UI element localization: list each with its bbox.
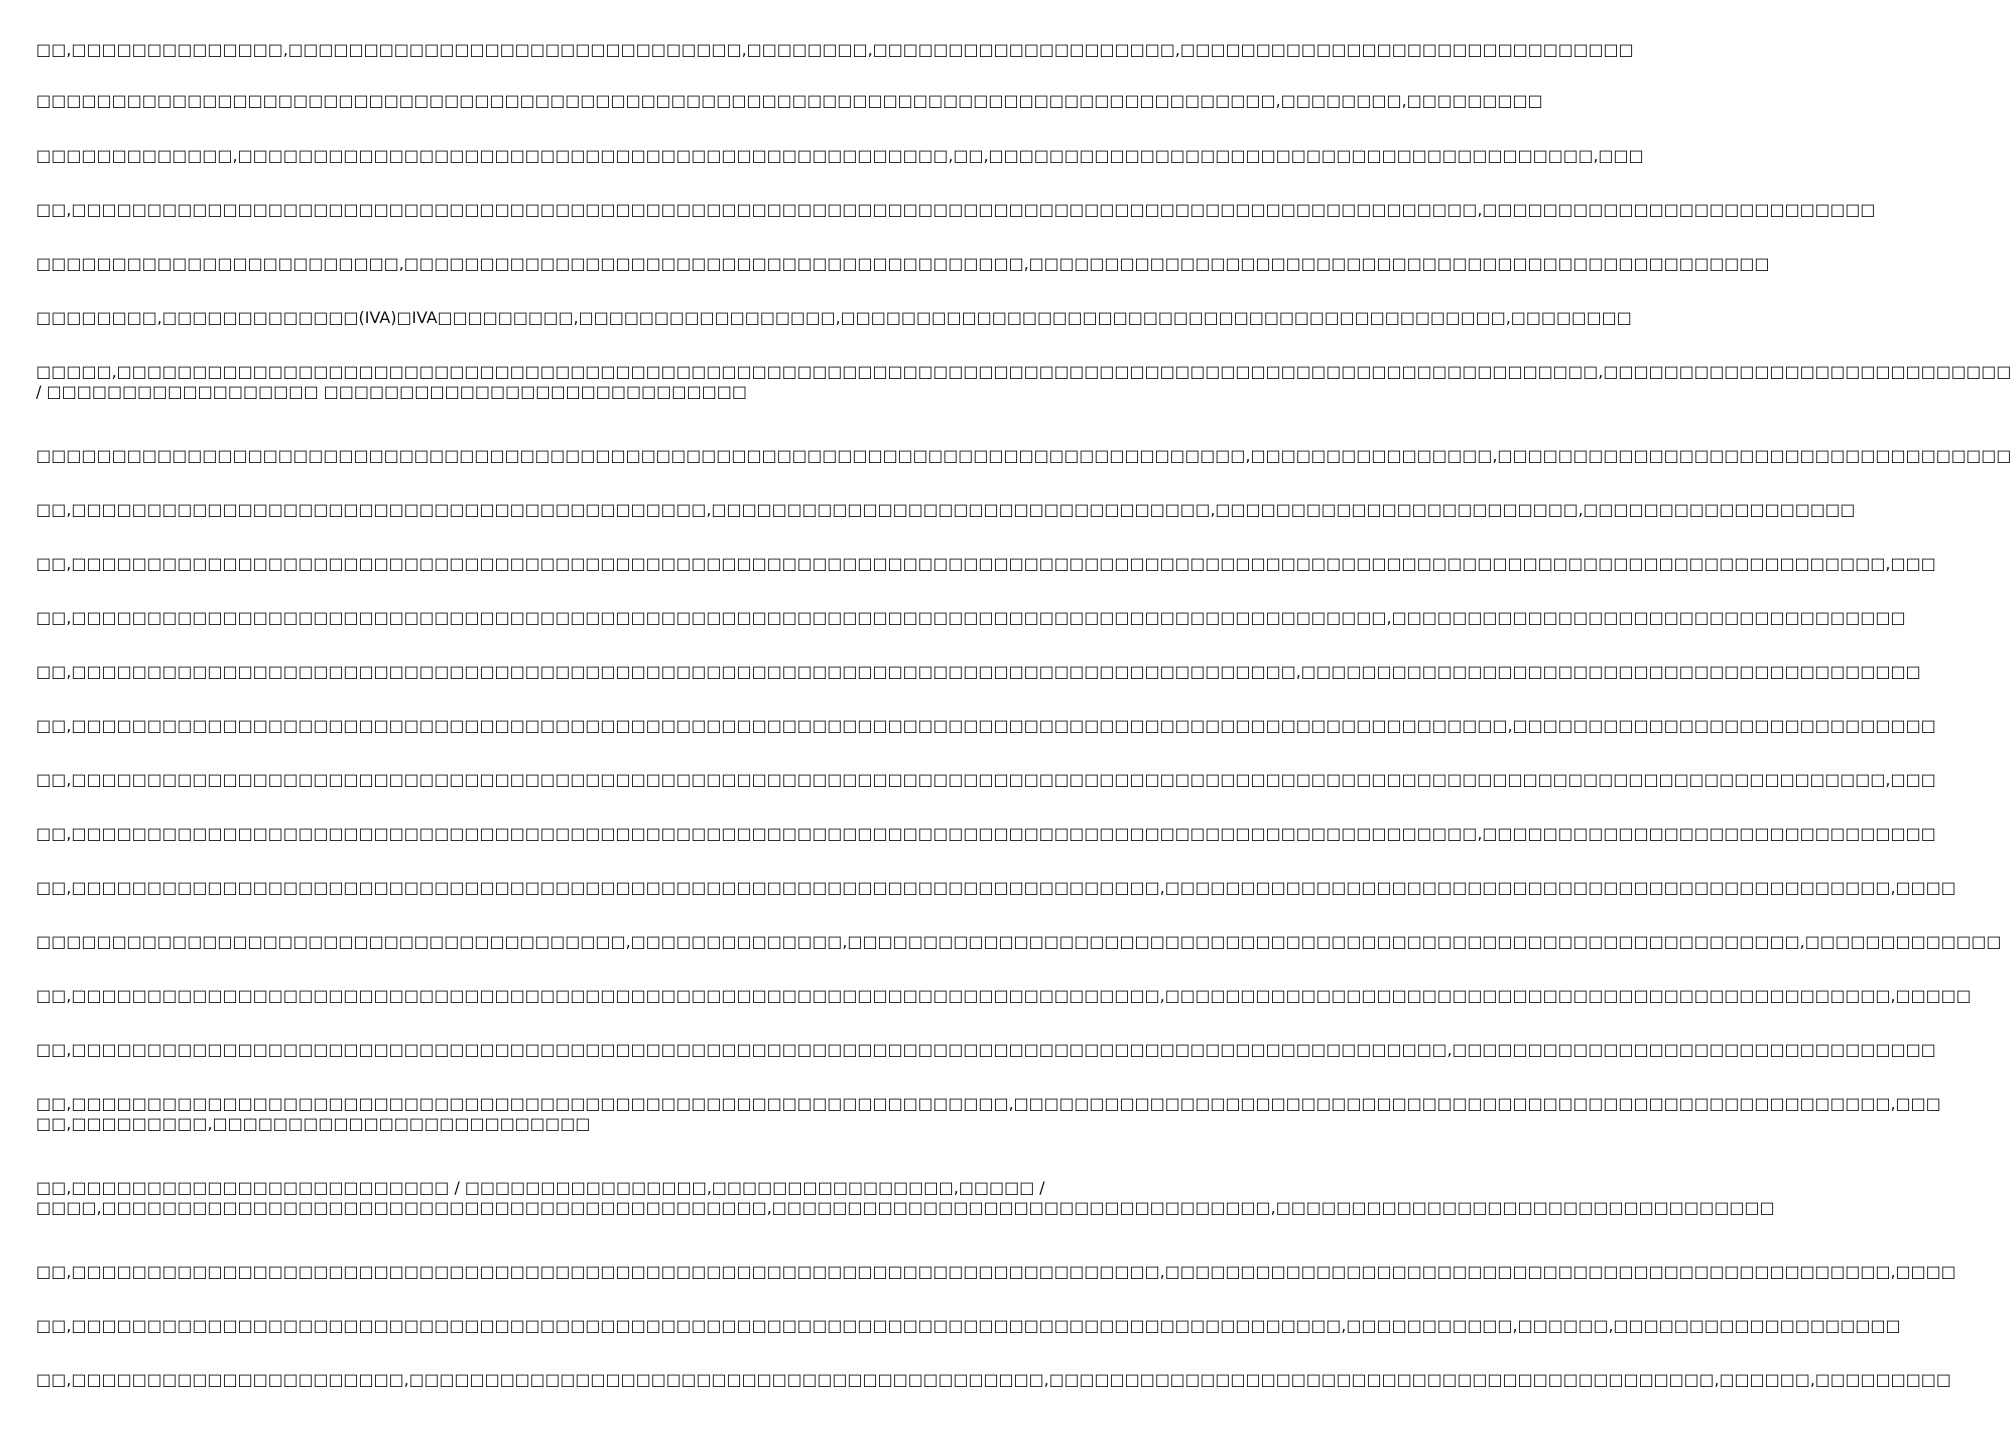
paragraph: □□,□□□□□□□□□□□□□□□□□□□□□□□□□ / □□□□□□□□□□□□□□□□,□□□□□□□□□□□□□□□□,□□□□□ / □□□□,□□□□□□□□□□□□□□□□□□□□□□□□□□□□□□□□□□□□□□□□□□□□,□□□□□□□□□□□□□□□□□□□□□□□□□□□□□□□□□,□□□□□□□□□□□□□□□□□□□□□□□□□□□□□□□□□: [36, 1178, 1775, 1217]
document-page: [36, 40, 2011, 1440]
paragraph: □□,□□□□□□□□□□□□□□□□□□□□□□□□□□□□□□□□□□□□□□□□□□□□□□□□□□□□□□□□□□□□□□□□□□□□□□□□,□□□□□□□□□□□□□□□□□□□□□□□□□□□□□□□□□□□□□□□□□□□□□□□□,□□□□: [36, 1262, 1957, 1281]
paragraph: □□□□□□□□□□□□□□□□□□□□□□□□□□□□□□□□□□□□□□□□□□□□□□□□□□□□□□□□□□□□□□□□□□□□□□□□□□□□□□□□,□□□□□□□□□□□□□□□□,□□□□□□□□□□□□□□□□□□□□□□□□□□□□□□□□□□: [36, 446, 2011, 465]
paragraph: □□,□□□□□□□□□□□□□□□□□□□□□□□□□□□□□□□□□□□□□□□□□□□□□□□□□□□□□□□□□□□□□□□□□□□□□□□□□□□□□□□□□□□□□□□□□□□□□□□□□□□□□□□□□□□□□□□□□□□□□□□□,□□□: [36, 770, 1936, 789]
paragraph: □□□□□□□□□□□□□□□□□□□□□□□□,□□□□□□□□□□□□□□□□□□□□□□□□□□□□□□□□□□□□□□□□□,□□□□□□□□□□□□□□□□□□□□□□□□□□□□□□□□□□□□□□□□□□□□□□□□□: [36, 254, 1770, 273]
paragraph: □□,□□□□□□□□□□□□□□□□□□□□□□,□□□□□□□□□□□□□□□□□□□□□□□□□□□□□□□□□□□□□□□□□□,□□□□□□□□□□□□□□□□□□□□□□□□□□□□□□□□□□□□□□□□□□□□,□□□□□□,□□□□□□□□□: [36, 1370, 1952, 1389]
paragraph: □□□□□,□□□□□□□□□□□□□□□□□□□□□□□□□□□□□□□□□□□□□□□□□□□□□□□□□□□□□□□□□□□□□□□□□□□□□□□□□□□□□□□□□□□□□□□□□□□□□□□□□□,□□□□□□□□□□□□□□□□□□□□□□□□□□□ / □□□□□□□□□□□□□□□□□□ □□□□□□□□□□□□□□□□□□□□□□□□□□□□: [36, 362, 2011, 401]
paragraph: □□□□□□□□□□□□□,□□□□□□□□□□□□□□□□□□□□□□□□□□□□□□□□□□□□□□□□□□□□□□□,□□,□□□□□□□□□□□□□□□□□□□□□□□□□□□□□□□□□□□□□□□□,□□□: [36, 146, 1644, 165]
paragraph: □□,□□□□□□□□□□□□□□□□□□□□□□□□□□□□□□□□□□□□□□□□□□□□□□□□□□□□□□□□□□□□□□□□□□□□□□□□□□□□□□□□□□□□□□□□□□□□□,□□□□□□□□□□□□□□□□□□□□□□□□□□: [36, 200, 1876, 219]
paragraph: □□□□□□□□□□□□□□□□□□□□□□□□□□□□□□□□□□□□□□□□□□□□□□□□□□□□□□□□□□□□□□□□□□□□□□□□□□□□□□□□□□,□□□□□□□□,□□□□□□□□□: [36, 91, 1543, 110]
paragraph: □□,□□□□□□□□□□□□□□□□□□□□□□□□□□□□□□□□□□□□□□□□□□□□□□□□□□□□□□□□□□□□□□□□□□□□□□□□□□□□□□□□□□□□□□□,□□□□□□□□□□□□□□□□□□□□□□□□□□□□□□□□□□: [36, 608, 1906, 627]
paragraph: □□,□□□□□□□□□□□□□□□□□□□□□□□□□□□□□□□□□□□□□□□□□□□□□□□□□□□□□□□□□□□□□□□□□□□□□□□□,□□□□□□□□□□□□□□□□□□□□□□□□□□□□□□□□□□□□□□□□□□□□□□□□,□□□□□: [36, 986, 1972, 1005]
paragraph: □□,□□□□□□□□□□□□□□□□□□□□□□□□□□□□□□□□□□□□□□□□□□,□□□□□□□□□□□□□□□□□□□□□□□□□□□□□□□□□,□□□□□□□□□□□□□□□□□□□□□□□□,□□□□□□□□□□□□□□□□□□: [36, 500, 1856, 519]
paragraph: □□□□□□□□□□□□□□□□□□□□□□□□□□□□□□□□□□□□□□□,□□□□□□□□□□□□□□,□□□□□□□□□□□□□□□□□□□□□□□□□□□□□□□□□□□□□□□□□□□□□□□□□□□□□□□□□□□□□□□,□□□□□□□□□□□□□: [36, 932, 2002, 951]
paragraph: □□,□□□□□□□□□□□□□□□□□□□□□□□□□□□□□□□□□□□□□□□□□□□□□□□□□□□□□□□□□□□□□□□□□□□□□□□□□□□□□□□□□,□□□□□□□□□□□□□□□□□□□□□□□□□□□□□□□□□□□□□□□□□: [36, 662, 1921, 681]
paragraph: □□,□□□□□□□□□□□□□□□□□□□□□□□□□□□□□□□□□□□□□□□□□□□□□□□□□□□□□□□□□□□□□□□□□□□□□□□□,□□□□□□□□□□□□□□□□□□□□□□□□□□□□□□□□□□□□□□□□□□□□□□□□,□□□□: [36, 878, 1957, 897]
paragraph: □□,□□□□□□□□□□□□□□□□□□□□□□□□□□□□□□□□□□□□□□□□□□□□□□□□□□□□□□□□□□□□□□,□□□□□□□□□□□□□□□□□□□□□□□□□□□□□□□□□□□□□□□□□□□□□□□□□□□□□□□□□□,□□□ □□,□□□□□□□□□,□□□□□□□□□□□□□□□□□□□□□□□□□: [36, 1094, 1941, 1133]
paragraph: □□□□□□□□,□□□□□□□□□□□□□(IVA)□IVA□□□□□□□□□,□□□□□□□□□□□□□□□□□,□□□□□□□□□□□□□□□□□□□□□□□□□□□□□□□□□□□□□□□□□□□□,□□□□□□□□: [36, 308, 1632, 327]
paragraph: □□,□□□□□□□□□□□□□□□□□□□□□□□□□□□□□□□□□□□□□□□□□□□□□□□□□□□□□□□□□□□□□□□□□□□□□□□□□□□□□□□□□□□□□□□□□□□,□□□□□□□□□□□□□□□□□□□□□□□□□□□□□□□□: [36, 1040, 1936, 1059]
paragraph: □□,□□□□□□□□□□□□□□,□□□□□□□□□□□□□□□□□□□□□□□□□□□□□□,□□□□□□□□,□□□□□□□□□□□□□□□□□□□□,□□□□□□□□□□□□□□□□□□□□□□□□□□□□□□: [36, 40, 1634, 59]
paragraph: □□,□□□□□□□□□□□□□□□□□□□□□□□□□□□□□□□□□□□□□□□□□□□□□□□□□□□□□□□□□□□□□□□□□□□□□□□□□□□□□□□□□□□□□□□□□□□□□□□,□□□□□□□□□□□□□□□□□□□□□□□□□□□□: [36, 716, 1936, 735]
paragraph: □□,□□□□□□□□□□□□□□□□□□□□□□□□□□□□□□□□□□□□□□□□□□□□□□□□□□□□□□□□□□□□□□□□□□□□□□□□□□□□□□□□□□□□□□□□□□□□□,□□□□□□□□□□□□□□□□□□□□□□□□□□□□□□: [36, 824, 1936, 843]
paragraph: □□,□□□□□□□□□□□□□□□□□□□□□□□□□□□□□□□□□□□□□□□□□□□□□□□□□□□□□□□□□□□□□□□□□□□□□□□□□□□□□□□□□□□□,□□□□□□□□□□□,□□□□□□,□□□□□□□□□□□□□□□□□□□: [36, 1316, 1901, 1335]
paragraph: □□,□□□□□□□□□□□□□□□□□□□□□□□□□□□□□□□□□□□□□□□□□□□□□□□□□□□□□□□□□□□□□□□□□□□□□□□□□□□□□□□□□□□□□□□□□□□□□□□□□□□□□□□□□□□□□□□□□□□□□□□□,□□□: [36, 554, 1936, 573]
